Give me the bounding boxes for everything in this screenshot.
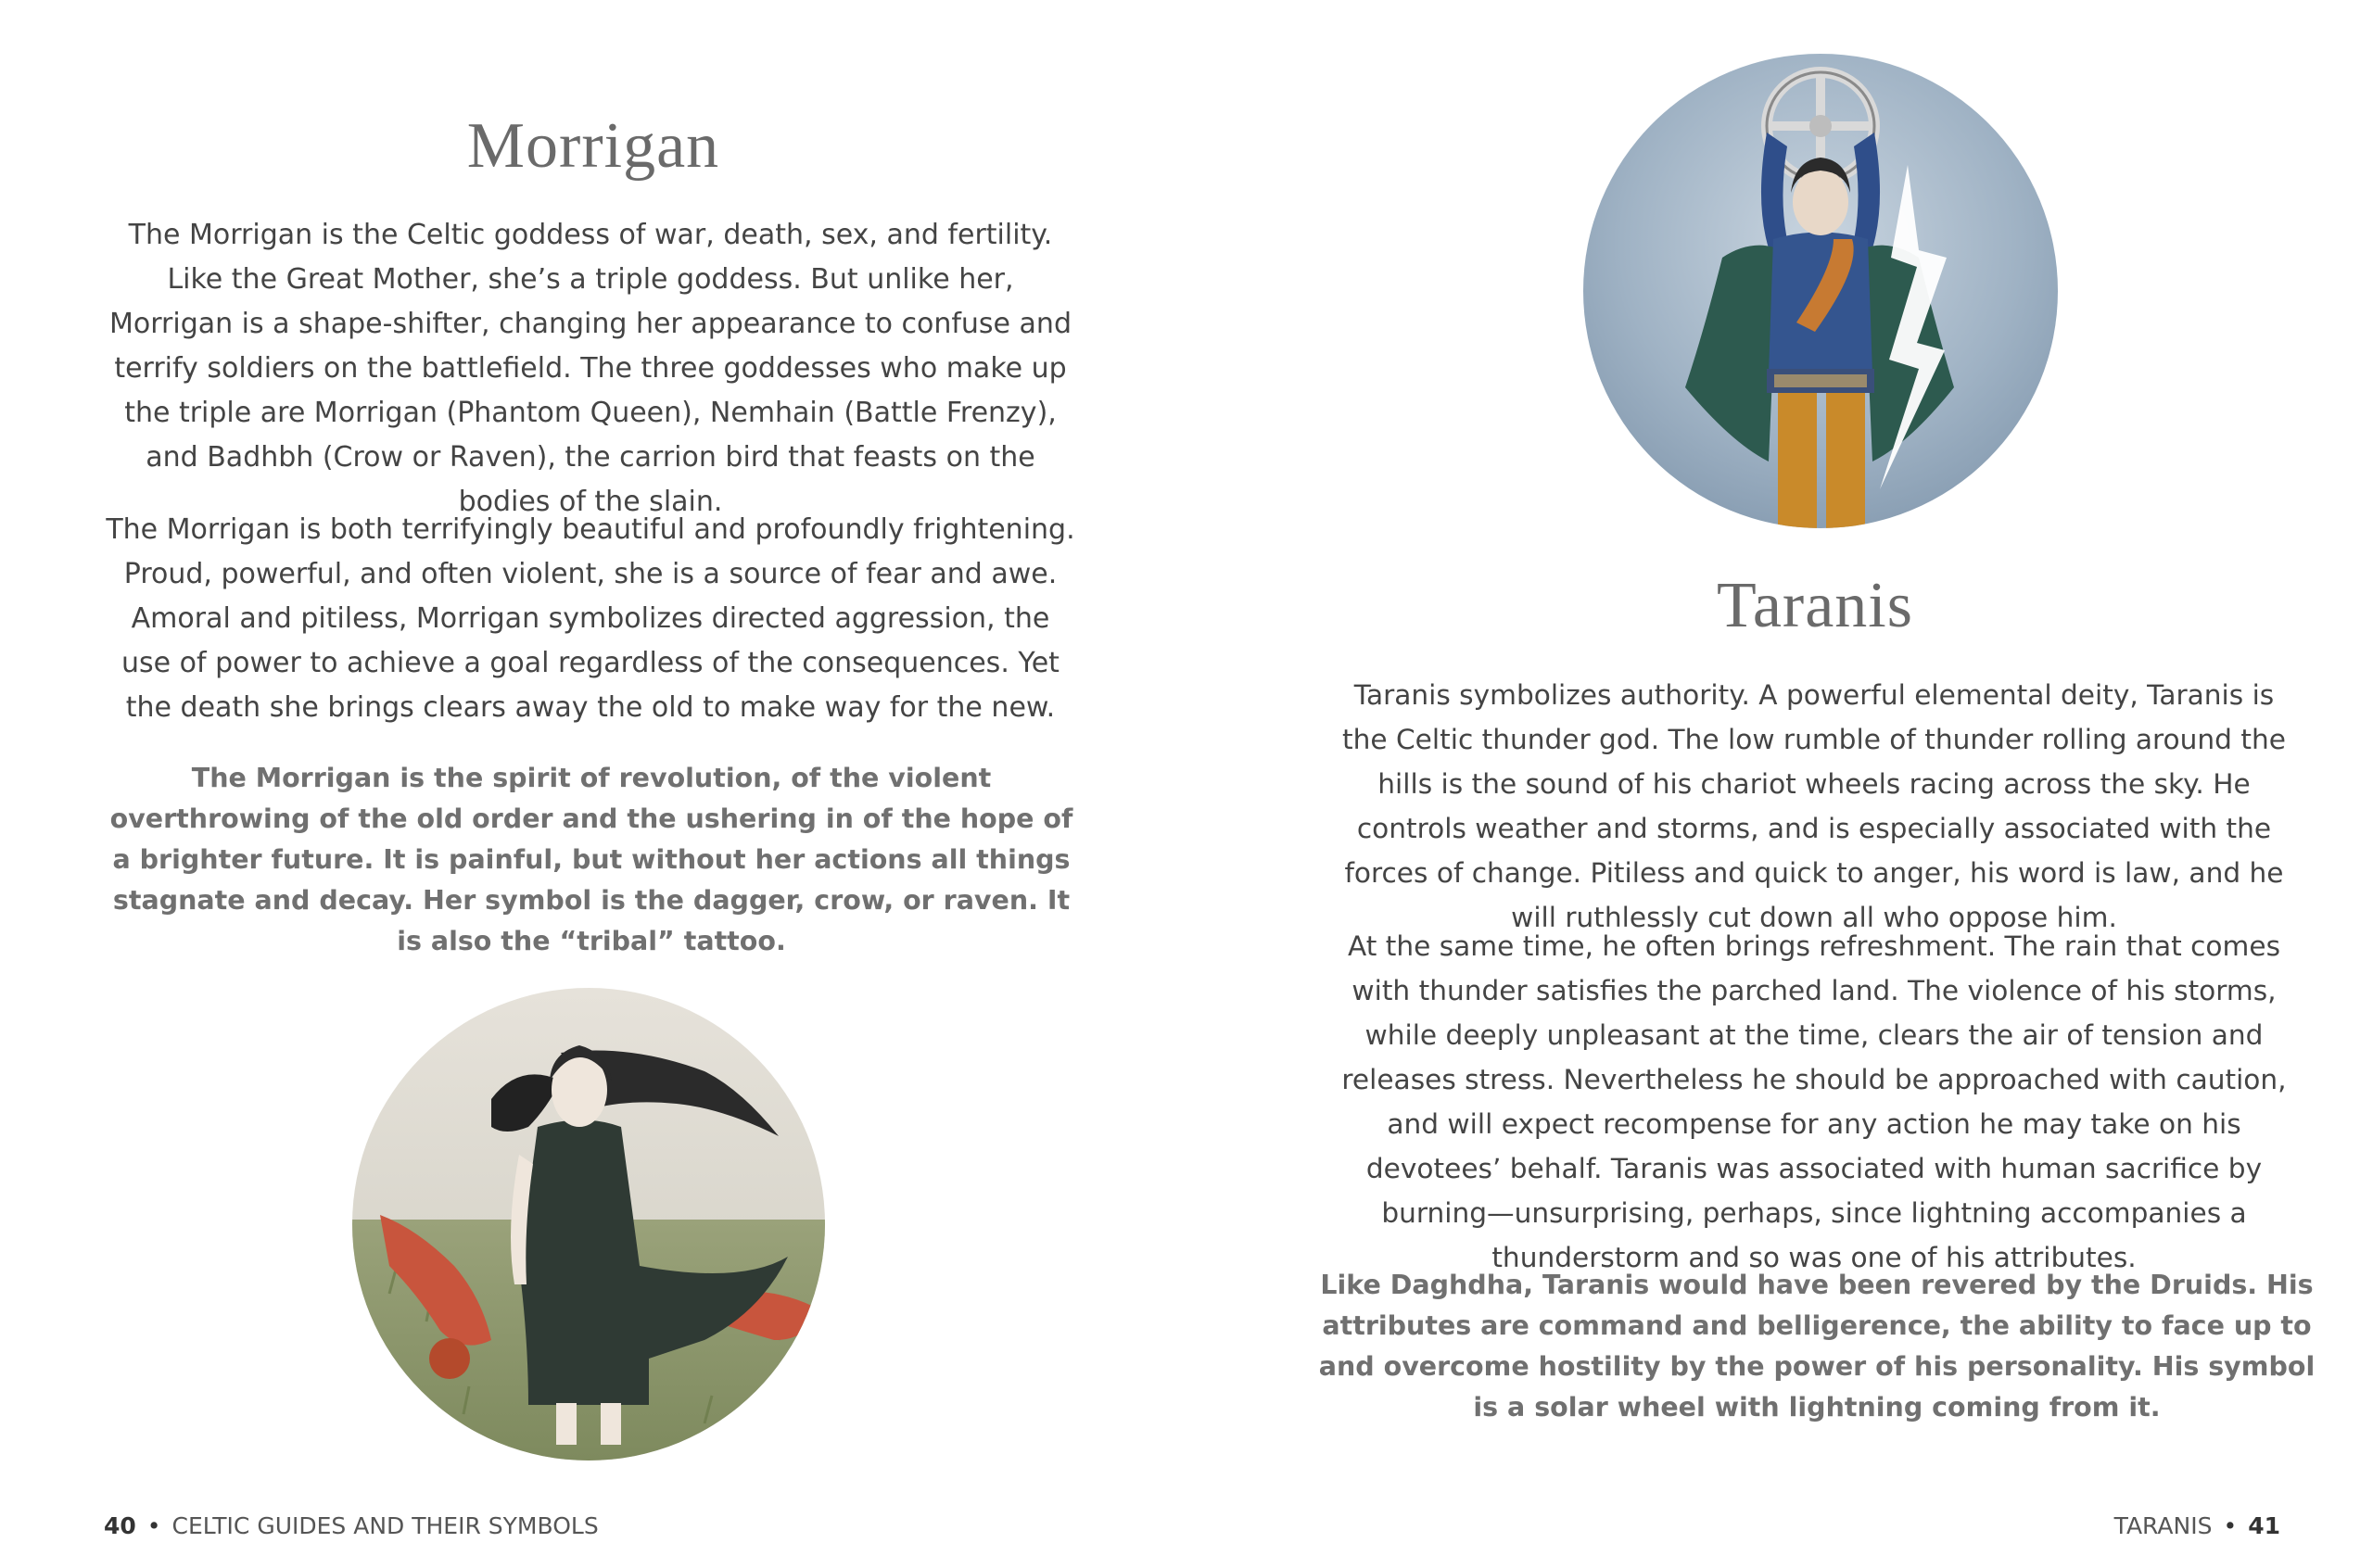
- right-footer: [2114, 1512, 2280, 1539]
- left-running-head: CELTIC GUIDES AND THEIR SYMBOLS: [171, 1512, 599, 1539]
- right-page: [1186, 0, 2373, 1568]
- taranis-highlight: Like Daghdha, Taranis would have been revered by the Druids. His attributes are command and belligerence, the ability to face up to and overcome hostility by the power of his personality. His symbol is a solar wheel with lightning coming from it.: [1318, 1270, 2316, 1423]
- right-running-head: TARANIS: [2113, 1512, 2213, 1539]
- taranis-paragraph-2: At the same time, he often brings refreshment. The rain that comes with thunder satisfies the parched land. The violence of his storms, while deeply unpleasant at the time, clears the air of tension and releases stress. Nevertheless he should be approached with caution, and will expect recompense for any action he may take on his devotees’ behalf. Taranis was associated with human sacrifice by burning—unsurprising, perhaps, since lightning accompanies a thunderstorm and so was one of his attributes.: [1341, 930, 2287, 1273]
- right-page-number: 41: [2248, 1512, 2280, 1539]
- taranis-painting-image: [1583, 54, 2058, 528]
- morrigan-painting-image: [352, 988, 825, 1461]
- left-footer: [104, 1512, 599, 1539]
- taranis-title: Taranis: [1716, 570, 1913, 641]
- morrigan-title: Morrigan: [466, 110, 720, 182]
- morrigan-highlight: The Morrigan is the spirit of revolution, of the violent overthrowing of the old order and the ushering in of the hope of a brighter future. It is painful, but without her actions all things stagnate and decay. Her symbol is the dagger, crow, or raven. It is also the “tribal” tattoo.: [109, 763, 1073, 956]
- morrigan-paragraph-1: The Morrigan is the Celtic goddess of war, death, sex, and fertility. Like the Great Mother, she’s a triple goddess. But unlike her, Morrigan is a shape-shifter, changing her appearance to confuse and terrify soldiers on the battlefield. The three goddesses who make up the triple are Morrigan (Phantom Queen), Nemhain (Battle Frenzy), and Badhbh (Crow or Raven), the carrion bird that feasts on the bodies of the slain.: [108, 219, 1072, 518]
- left-footer-bullet: •: [146, 1512, 161, 1539]
- left-page: [0, 0, 1186, 1568]
- taranis-paragraph-1: Taranis symbolizes authority. A powerful elemental deity, Taranis is the Celtic thunder god. The low rumble of thunder rolling around the hills is the sound of his chariot wheels racing across the sky. He controls weather and storms, and is especially associated with the forces of change. Pitiless and quick to anger, his word is law, and he will ruthlessly cut down all who oppose him.: [1342, 679, 2286, 933]
- left-page-number: 40: [104, 1512, 136, 1539]
- morrigan-illustration: [352, 988, 825, 1461]
- taranis-illustration: [1583, 54, 2058, 528]
- morrigan-paragraph-2: The Morrigan is both terrifyingly beautiful and profoundly frightening. Proud, powerful, and often violent, she is a source of fear and awe. Amoral and pitiless, Morrigan symbolizes directed aggression, the use of power to achieve a goal regardless of the consequences. Yet the death she brings clears away the old to make way for the new.: [106, 513, 1075, 724]
- right-footer-bullet: •: [2223, 1512, 2238, 1539]
